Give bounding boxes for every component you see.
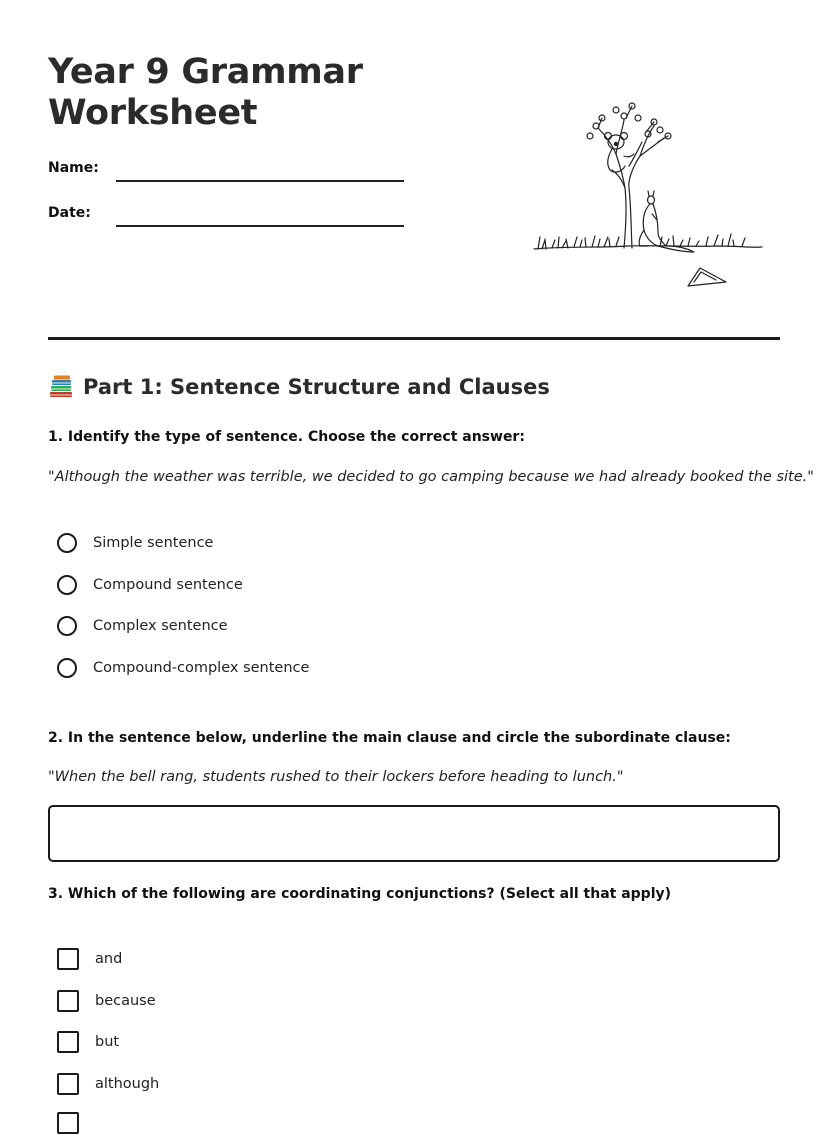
radio-button[interactable] xyxy=(57,533,77,553)
name-label: Name: xyxy=(48,160,99,176)
radio-button[interactable] xyxy=(57,658,77,678)
option-label: but xyxy=(95,1034,120,1050)
option-label: Compound sentence xyxy=(93,577,243,593)
date-label: Date: xyxy=(48,205,91,221)
question-2-answer-box[interactable] xyxy=(48,805,780,862)
date-field[interactable] xyxy=(116,225,404,227)
checkbox[interactable] xyxy=(57,990,79,1012)
option-label: Compound-complex sentence xyxy=(93,660,310,676)
q3-option-because[interactable] xyxy=(57,990,156,1012)
checkbox[interactable] xyxy=(57,1073,79,1095)
question-2-quote: "When the bell rang, students rushed to their lockers before heading to lunch." xyxy=(48,769,624,785)
checkbox[interactable] xyxy=(57,1112,79,1134)
option-label: although xyxy=(95,1076,160,1092)
section-divider xyxy=(48,337,780,340)
q1-option-compound-complex[interactable] xyxy=(57,658,309,678)
q1-option-complex[interactable] xyxy=(57,616,228,636)
q3-option-but[interactable] xyxy=(57,1031,119,1053)
radio-button[interactable] xyxy=(57,616,77,636)
option-label: Simple sentence xyxy=(93,535,214,551)
part1-heading-text: Part 1: Sentence Structure and Clauses xyxy=(83,375,550,399)
option-label: because xyxy=(95,993,156,1009)
title-line-1: Year 9 Grammar xyxy=(48,52,363,92)
koala-kangaroo-illustration xyxy=(528,96,768,296)
worksheet-title xyxy=(48,52,468,134)
books-icon xyxy=(48,374,74,400)
checkbox[interactable] xyxy=(57,948,79,970)
q3-option-and[interactable] xyxy=(57,948,122,970)
option-label: and xyxy=(95,951,123,967)
title-line-2: Worksheet xyxy=(48,93,258,133)
name-field[interactable] xyxy=(116,180,404,182)
checkbox[interactable] xyxy=(57,1031,79,1053)
option-label: Complex sentence xyxy=(93,618,228,634)
question-3: 3. Which of the following are coordinating conjunctions? (Select all that apply) xyxy=(48,886,672,902)
part1-heading xyxy=(48,374,550,400)
question-1: 1. Identify the type of sentence. Choose the correct answer: xyxy=(48,429,525,445)
q3-option-although[interactable] xyxy=(57,1073,159,1095)
question-2: 2. In the sentence below, underline the main clause and circle the subordinate clause: xyxy=(48,730,731,746)
question-1-quote: "Although the weather was terrible, we decided to go camping because we had already booked the site." xyxy=(48,469,814,485)
q1-option-compound[interactable] xyxy=(57,575,243,595)
q3-option-next[interactable] xyxy=(57,1112,79,1134)
q1-option-simple[interactable] xyxy=(57,533,213,553)
radio-button[interactable] xyxy=(57,575,77,595)
